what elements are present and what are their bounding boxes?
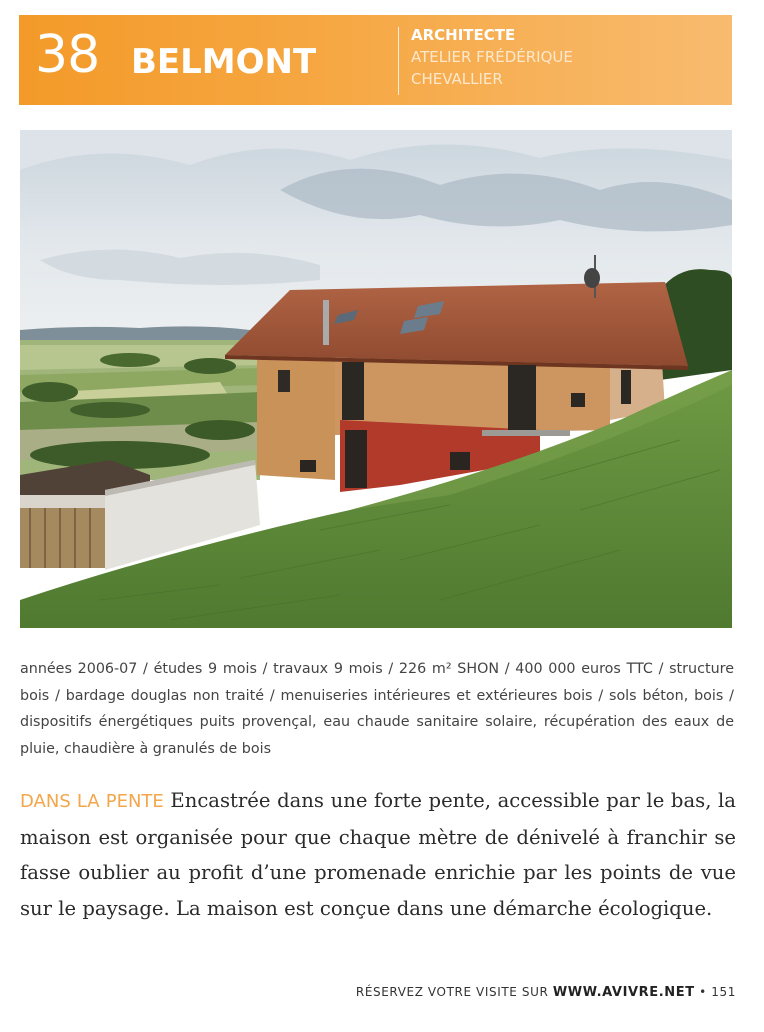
page-number: 151 — [711, 985, 736, 999]
architect-name-line-2: CHEVALLIER — [411, 70, 503, 88]
architect-block — [411, 24, 573, 90]
footer-prefix: RÉSERVEZ VOTRE VISITE SUR — [355, 985, 549, 999]
description-text: Encastrée dans une forte pente, accessible par le bas, la maison est organisée pour que chaque mètre de dénivelé à franchir se fasse oublier au profit d’une promenade enrichie par les points de vue sur le paysage. La maison est conçue dans une démarche écologique. — [20, 789, 736, 920]
section-lead: DANS LA PENTE — [20, 791, 164, 812]
architect-role: ARCHITECTE — [411, 26, 516, 44]
project-specs: années 2006-07 / études 9 mois / travaux 9 mois / 226 m² SHON / 400 000 euros TTC / structure bois / bardage douglas non traité / menuiseries intérieures et extérieures bois / sols béton, bois / dispositifs énergétiques puits provençal, eau chaude sanitaire solaire, récupération des eaux de pluie, chaudière à granulés de bois — [20, 661, 734, 757]
house-photo — [20, 130, 732, 628]
footer-url[interactable]: WWW.AVIVRE.NET — [552, 985, 695, 1000]
entry-number: 38 — [35, 25, 100, 85]
architect-name-line-1: ATELIER FRÉDÉRIQUE — [411, 48, 573, 66]
page-title: BELMONT — [131, 42, 317, 82]
header-banner — [19, 15, 732, 105]
footer-bullet: • — [699, 985, 707, 999]
page-footer — [356, 985, 736, 1000]
header-divider — [398, 27, 399, 95]
description-paragraph — [20, 783, 736, 926]
